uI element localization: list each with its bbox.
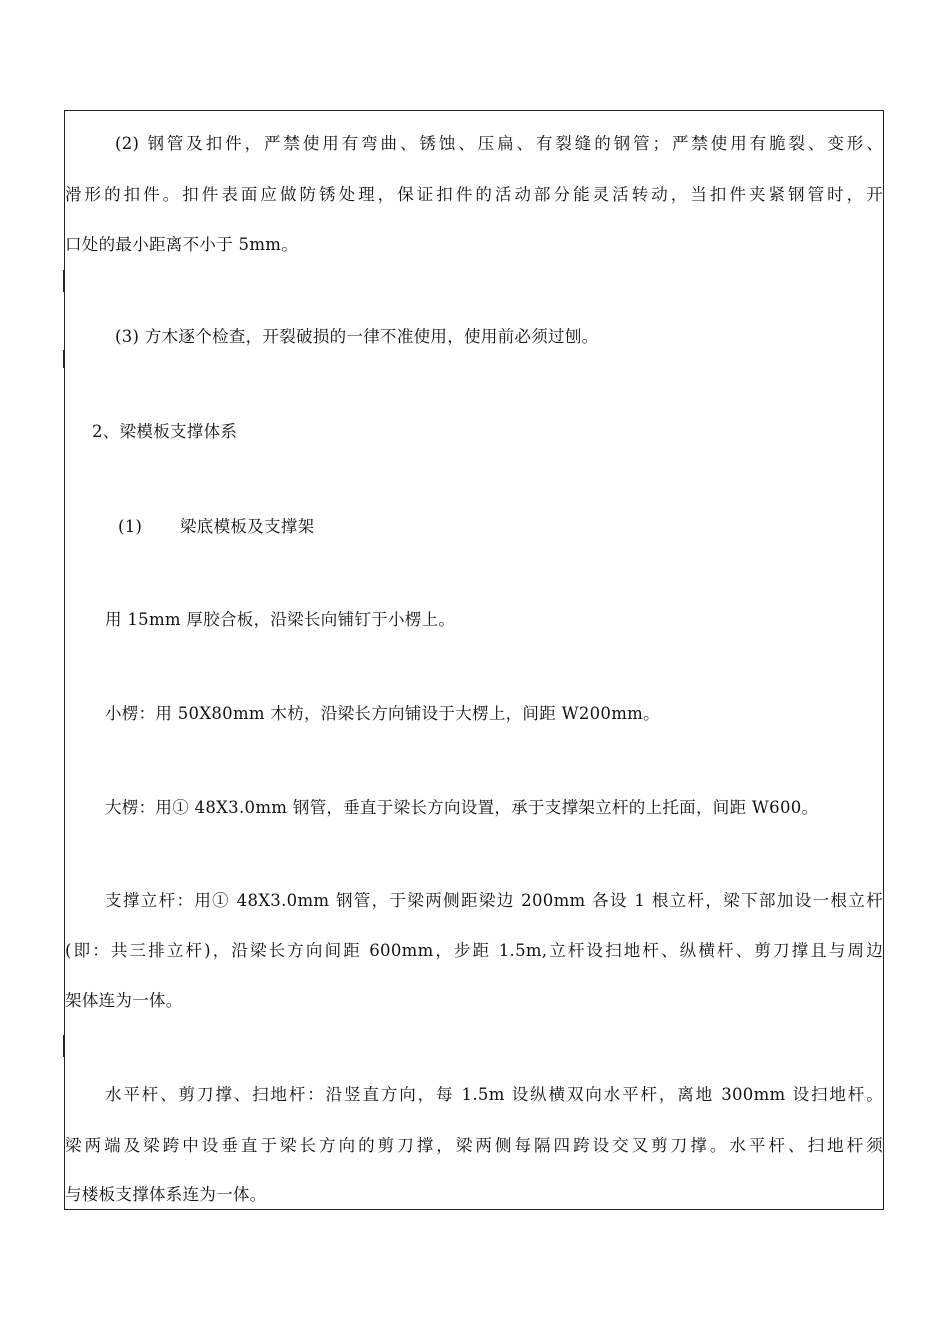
paragraph-uprights-line-1: 支撑立杆：用① 48X3.0mm 钢管，于梁两侧距梁边 200mm 各设 1 根立杆，梁下部加设一根立杆 xyxy=(105,891,883,910)
subsection-number: (1) xyxy=(118,517,143,536)
content-frame xyxy=(64,110,884,1210)
margin-tick xyxy=(63,270,65,292)
paragraph-uprights-line-3: 架体连为一体。 xyxy=(65,991,183,1010)
paragraph-bracing-line-2: 梁两端及梁跨中设垂直于梁长方向的剪刀撑，梁两侧每隔四跨设交叉剪刀撑。水平杆、扫地杆须 xyxy=(65,1136,883,1155)
paragraph-bracing-line-1: 水平杆、剪刀撑、扫地杆：沿竖直方向，每 1.5m 设纵横双向水平杆，离地 300mm 设扫地杆。 xyxy=(105,1085,883,1104)
section-heading: 2、梁模板支撑体系 xyxy=(92,422,238,441)
paragraph-uprights-line-2: (即：共三排立杆)，沿梁长方向间距 600mm，步距 1.5m,立杆设扫地杆、纵横杆、剪刀撑且与周边 xyxy=(65,941,883,960)
paragraph-bracing-line-3: 与楼板支撑体系连为一体。 xyxy=(65,1185,267,1204)
paragraph-main-joist: 大楞：用① 48X3.0mm 钢管，垂直于梁长方向设置，承于支撑架立杆的上托面，间距 W600。 xyxy=(105,798,819,817)
paragraph-plywood: 用 15mm 厚胶合板，沿梁长向铺钉于小楞上。 xyxy=(105,610,456,629)
subsection-heading: 梁底模板及支撑架 xyxy=(180,517,315,536)
paragraph-steel-line-2: 滑形的扣件。扣件表面应做防锈处理，保证扣件的活动部分能灵活转动，当扣件夹紧钢管时，开 xyxy=(65,185,883,204)
paragraph-steel-line-3: 口处的最小距离不小于 5mm。 xyxy=(65,235,299,254)
paragraph-small-joist: 小楞：用 50X80mm 木枋，沿梁长方向铺设于大楞上，间距 W200mm。 xyxy=(105,704,660,723)
margin-tick xyxy=(63,350,65,368)
margin-tick xyxy=(63,1035,65,1057)
paragraph-steel-line-1: (2) 钢管及扣件，严禁使用有弯曲、锈蚀、压扁、有裂缝的钢管；严禁使用有脆裂、变形、 xyxy=(115,134,883,153)
paragraph-timber: (3) 方木逐个检查，开裂破损的一律不准使用，使用前必须过刨。 xyxy=(115,327,599,346)
